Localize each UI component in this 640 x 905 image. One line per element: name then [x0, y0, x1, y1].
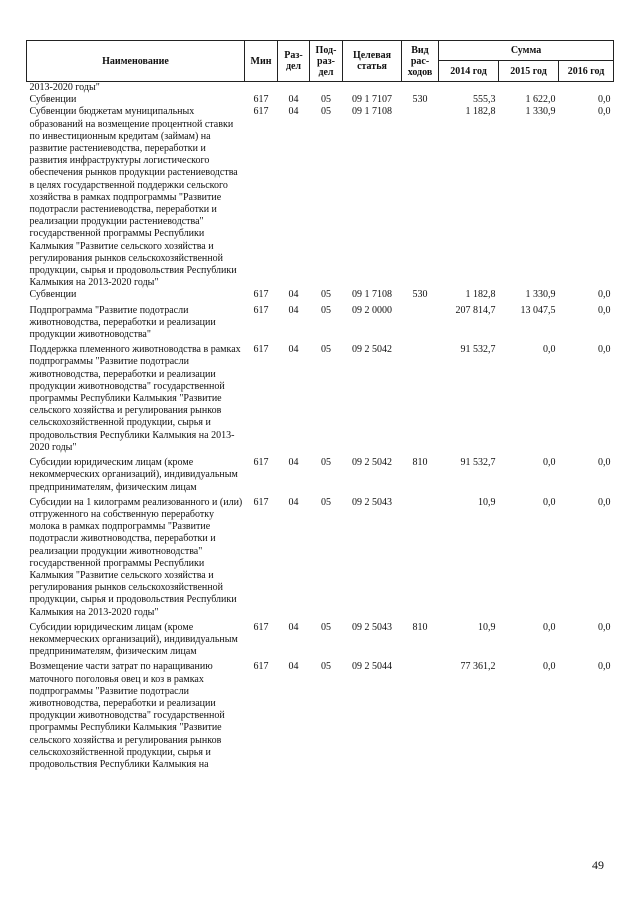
row-razdel — [278, 82, 310, 95]
row-sum-2015: 1 330,9 — [525, 106, 556, 118]
table-row — [27, 658, 614, 771]
row-name: Подпрограмма "Развитие подотрасли животноводства, переработки и реализации продукции животноводства" — [29, 304, 216, 341]
table-row — [27, 289, 614, 301]
table-row — [27, 94, 614, 106]
row-sum-2014: 555,3 — [473, 94, 496, 106]
row-podrazdel: 05 — [321, 289, 331, 301]
row-target-article: 09 2 5042 — [352, 344, 392, 356]
row-podrazdel: 05 — [321, 304, 331, 316]
row-sum-2016: 0,0 — [598, 496, 611, 508]
row-target-article: 09 2 5043 — [352, 621, 392, 633]
row-ministry: 617 — [253, 496, 269, 508]
row-name: Субсидии юридическим лицам (кроме некоммерческих организаций), индивидуальным предпринимателям, физическим лицам — [29, 457, 238, 493]
row-ministry: 617 — [253, 289, 269, 301]
row-ministry: 617 — [253, 457, 269, 469]
table-row — [27, 619, 614, 659]
row-sum-2014: 207 814,7 — [455, 304, 496, 316]
row-sum-2015: 0,0 — [543, 661, 556, 673]
row-sum-2016: 0,0 — [598, 289, 611, 301]
row-sum-2014: 10,9 — [478, 621, 496, 633]
row-sum-2016: 0,0 — [598, 304, 611, 316]
row-sum-2014: 91 532,7 — [460, 457, 496, 469]
row-sum-2014 — [439, 82, 499, 95]
header-summa: Сумма — [439, 41, 614, 61]
row-sum-2014: 1 182,8 — [465, 289, 496, 301]
row-podrazdel: 05 — [321, 106, 331, 118]
header-min: Мин — [245, 41, 278, 82]
row-expense-type — [402, 658, 439, 771]
row-razdel: 04 — [288, 94, 299, 106]
row-target-article: 09 2 5044 — [352, 661, 392, 673]
row-target-article: 09 2 0000 — [352, 304, 392, 316]
row-name: Субсидии юридическим лицам (кроме некоммерческих организаций), индивидуальным предпринимателям, физическим лицам — [29, 621, 238, 658]
row-expense-type — [402, 341, 439, 454]
row-sum-2015: 13 047,5 — [520, 304, 556, 316]
header-target-article: Целевая статья — [343, 41, 402, 82]
row-expense-type — [402, 82, 439, 95]
row-podrazdel: 05 — [321, 496, 331, 508]
table-row — [27, 341, 614, 454]
row-expense-type: 530 — [412, 289, 428, 301]
table-body — [27, 82, 614, 772]
header-year-2014: 2014 год — [439, 61, 499, 82]
row-name: Субвенции — [29, 289, 77, 301]
table-row — [27, 302, 614, 342]
row-razdel: 04 — [288, 106, 299, 118]
row-expense-type — [402, 106, 439, 289]
header-podrazdel: Под-раз-дел — [310, 41, 343, 82]
row-sum-2016 — [559, 82, 614, 95]
table-row — [27, 82, 614, 95]
row-expense-type: 810 — [412, 457, 428, 469]
header-expense-type: Вид рас-ходов — [402, 41, 439, 82]
row-podrazdel — [310, 82, 343, 95]
row-sum-2016: 0,0 — [598, 94, 611, 106]
row-sum-2015: 0,0 — [543, 496, 556, 508]
row-target-article: 09 1 7108 — [352, 106, 392, 118]
row-razdel: 04 — [288, 304, 299, 316]
row-target-article: 09 1 7108 — [352, 289, 392, 301]
row-razdel: 04 — [288, 661, 299, 673]
row-ministry: 617 — [253, 621, 269, 633]
row-sum-2016: 0,0 — [598, 621, 611, 633]
row-expense-type — [402, 494, 439, 619]
row-name: Субвенции — [29, 94, 77, 106]
header-year-2015: 2015 год — [499, 61, 559, 82]
page-number: 49 — [592, 858, 604, 872]
row-podrazdel: 05 — [321, 621, 331, 633]
row-name: Субвенции бюджетам муниципальных образований на возмещение процентной ставки по инвестиционным кредитам (займам) на развитие растениеводства, переработки и развития инфраструктуры логистического обеспечения рынков продукции растениеводства в целях государственной поддержки сельского хозяйства в рамках подпрограммы "Развитие подотрасли растениеводства, переработки и реализации продукции растениеводства" государственной программы Республики Калмыкия "Развитие сельского хозяйства и регулирования рынков сельскохозяйственной продукции, сырья и продовольствия Республики Калмыкия на 2013-2020 годы" — [29, 106, 238, 289]
row-sum-2016: 0,0 — [598, 457, 611, 469]
row-razdel: 04 — [288, 621, 299, 633]
row-razdel: 04 — [288, 457, 299, 469]
row-expense-type: 810 — [412, 621, 428, 633]
row-sum-2015 — [499, 82, 559, 95]
row-sum-2016: 0,0 — [598, 661, 611, 673]
row-sum-2015: 1 622,0 — [525, 94, 556, 106]
row-sum-2015: 0,0 — [543, 344, 556, 356]
row-sum-2016: 0,0 — [598, 106, 611, 118]
row-razdel: 04 — [288, 496, 299, 508]
table-row — [27, 494, 614, 619]
row-target-article: 09 2 5042 — [352, 457, 392, 469]
row-razdel: 04 — [288, 344, 299, 356]
row-podrazdel: 05 — [321, 661, 331, 673]
row-expense-type — [402, 302, 439, 342]
table-header — [27, 41, 614, 82]
row-ministry: 617 — [253, 94, 269, 106]
row-sum-2015: 0,0 — [543, 621, 556, 633]
row-sum-2014: 91 532,7 — [460, 344, 496, 356]
row-ministry: 617 — [253, 661, 269, 673]
row-name: 2013-2020 годы" — [29, 82, 100, 93]
row-expense-type: 530 — [412, 94, 428, 106]
row-sum-2014: 77 361,2 — [460, 661, 496, 673]
row-razdel: 04 — [288, 289, 299, 301]
header-razdel: Раз-дел — [278, 41, 310, 82]
header-name: Наименование — [27, 41, 245, 82]
table-row — [27, 454, 614, 494]
table-row — [27, 106, 614, 289]
row-ministry: 617 — [253, 106, 269, 118]
row-podrazdel: 05 — [321, 94, 331, 106]
row-sum-2014: 10,9 — [478, 496, 496, 508]
row-sum-2016: 0,0 — [598, 344, 611, 356]
row-ministry: 617 — [253, 344, 269, 356]
budget-table — [26, 40, 614, 771]
row-name: Возмещение части затрат по наращиванию маточного поголовья овец и коз в рамках подпрограммы "Развитие подотрасли животноводства, переработки и реализации продукции животноводства" государственной программы Республики Калмыкия "Развитие сельского хозяйства и регулирования рынков сельскохозяйственной продукции, сырья и продовольствия Республики Калмыкия на — [29, 661, 225, 770]
row-name: Субсидии на 1 килограмм реализованного и (или) отгруженного на собственную переработку молока в рамках подпрограммы "Развитие подотрасли животноводства, переработки и реализации продукции животноводства" государственной программы Республики Калмыкия "Развитие сельского хозяйства и регулирования рынков сельскохозяйственной продукции, сырья и продовольствия Республики Калмыкия на 2013-2020 годы" — [29, 496, 243, 618]
row-target-article — [343, 82, 402, 95]
row-name: Поддержка племенного животноводства в рамках подпрограммы "Развитие подотрасли животноводства, переработки и реализации продукции животноводства" государственной программы Республики Калмыкия "Развитие сельского хозяйства и регулирования рынков сельскохозяйственной продукции, сырья и продовольствия Республики Калмыкия на 2013-2020 годы" — [29, 344, 241, 453]
row-podrazdel: 05 — [321, 344, 331, 356]
row-target-article: 09 1 7107 — [352, 94, 392, 106]
row-ministry — [245, 82, 278, 95]
row-sum-2014: 1 182,8 — [465, 106, 496, 118]
row-target-article: 09 2 5043 — [352, 496, 392, 508]
row-ministry: 617 — [253, 304, 269, 316]
header-year-2016: 2016 год — [559, 61, 614, 82]
row-sum-2015: 0,0 — [543, 457, 556, 469]
row-sum-2015: 1 330,9 — [525, 289, 556, 301]
row-podrazdel: 05 — [321, 457, 331, 469]
